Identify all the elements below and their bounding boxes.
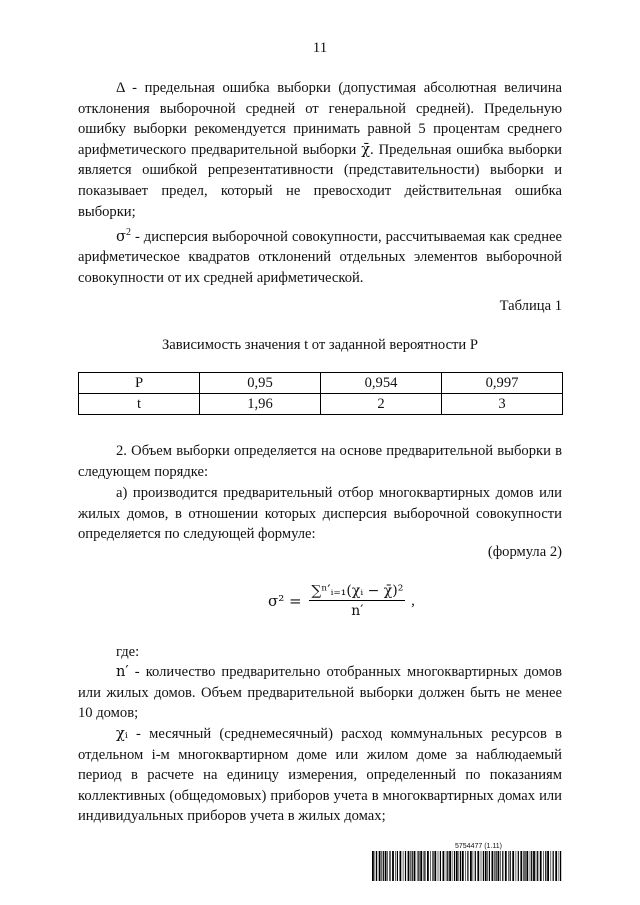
formula-label: (формула 2) [487, 544, 562, 560]
table-cell: 3 [442, 394, 563, 415]
variance-formula [268, 583, 415, 619]
definition-x [78, 724, 562, 827]
table-cell: 0,954 [321, 373, 442, 394]
barcode-label: 5754477 (1.11) [455, 843, 502, 850]
page-number: 11 [312, 40, 328, 56]
variance-text: - дисперсия выборочной совокупности, рассчитываемая как среднее арифметическое квадратов отклонений отдельных элементов выборочной совокупности от их средней арифметической. [78, 228, 562, 287]
table-label: Таблица 1 [499, 298, 562, 314]
paragraph-preliminary-selection: а) производится предварительный отбор многоквартирных домов или жилых домов, в отношении которых дисперсия выборочной совокупности определяется по следующей формуле: [78, 485, 562, 543]
table-row [79, 373, 563, 394]
definition-x-text: - месячный (среднемесячный) расход коммунальных ресурсов в отдельном i-м многоквартирном доме или жилом доме за наблюдаемый период в расчете на единицу измерения, определенный по показаниям коллективных (общедомовых) приборов учета в многоквартирных домах или индивидуальных приборов учета в жилых домах; [78, 726, 562, 825]
paragraph-variance [78, 223, 562, 289]
barcode-image [372, 851, 562, 881]
table-cell: 0,997 [442, 373, 563, 394]
chi-i-symbol: χᵢ [116, 725, 128, 742]
table-title: Зависимость значения t от заданной вероятности P [161, 337, 479, 353]
table-cell: t [79, 394, 200, 415]
where-label: где: [116, 644, 140, 660]
table-cell: 2 [321, 394, 442, 415]
table-cell: 0,95 [200, 373, 321, 394]
paragraph-delta [78, 78, 562, 222]
chi-mean-symbol: χ̄ [361, 140, 371, 158]
formula-numerator: ∑ⁿ′ᵢ₌₁(χᵢ − χ̄)² [311, 583, 404, 599]
formula-fraction [309, 583, 405, 619]
formula-denominator: n′ [351, 603, 364, 619]
formula-lhs: σ² = [268, 592, 302, 610]
probability-table [78, 372, 563, 415]
sigma-superscript: 2 [125, 227, 131, 238]
delta-text-end: . Предельная ошибка выборки является ошибкой репрезентативности (представительности) выборки и показывает предел, который не превосходит действительная ошибка выборки; [78, 141, 562, 220]
definition-n [78, 662, 562, 724]
definition-n-text: - количество предварительно отобранных многоквартирных домов или жилых домов. Объем предварительной выборки должен быть не менее 10 домов; [78, 664, 562, 722]
delta-text: Δ - предельная ошибка выборки (допустимая абсолютная величина отклонения выборочной средней от генеральной средней). Предельную ошибку выборки рекомендуется принимать равной 5 процентам среднего арифметического предварительной выборки [78, 80, 562, 158]
formula-comma: , [411, 592, 415, 609]
n-prime-symbol: n′ [116, 663, 129, 680]
paragraph-sample-volume: 2. Объем выборки определяется на основе предварительной выборки в следующем порядке: [78, 443, 562, 480]
table-cell: 1,96 [200, 394, 321, 415]
table-row [79, 394, 563, 415]
sigma-symbol: σ [116, 227, 126, 245]
table-cell: P [79, 373, 200, 394]
